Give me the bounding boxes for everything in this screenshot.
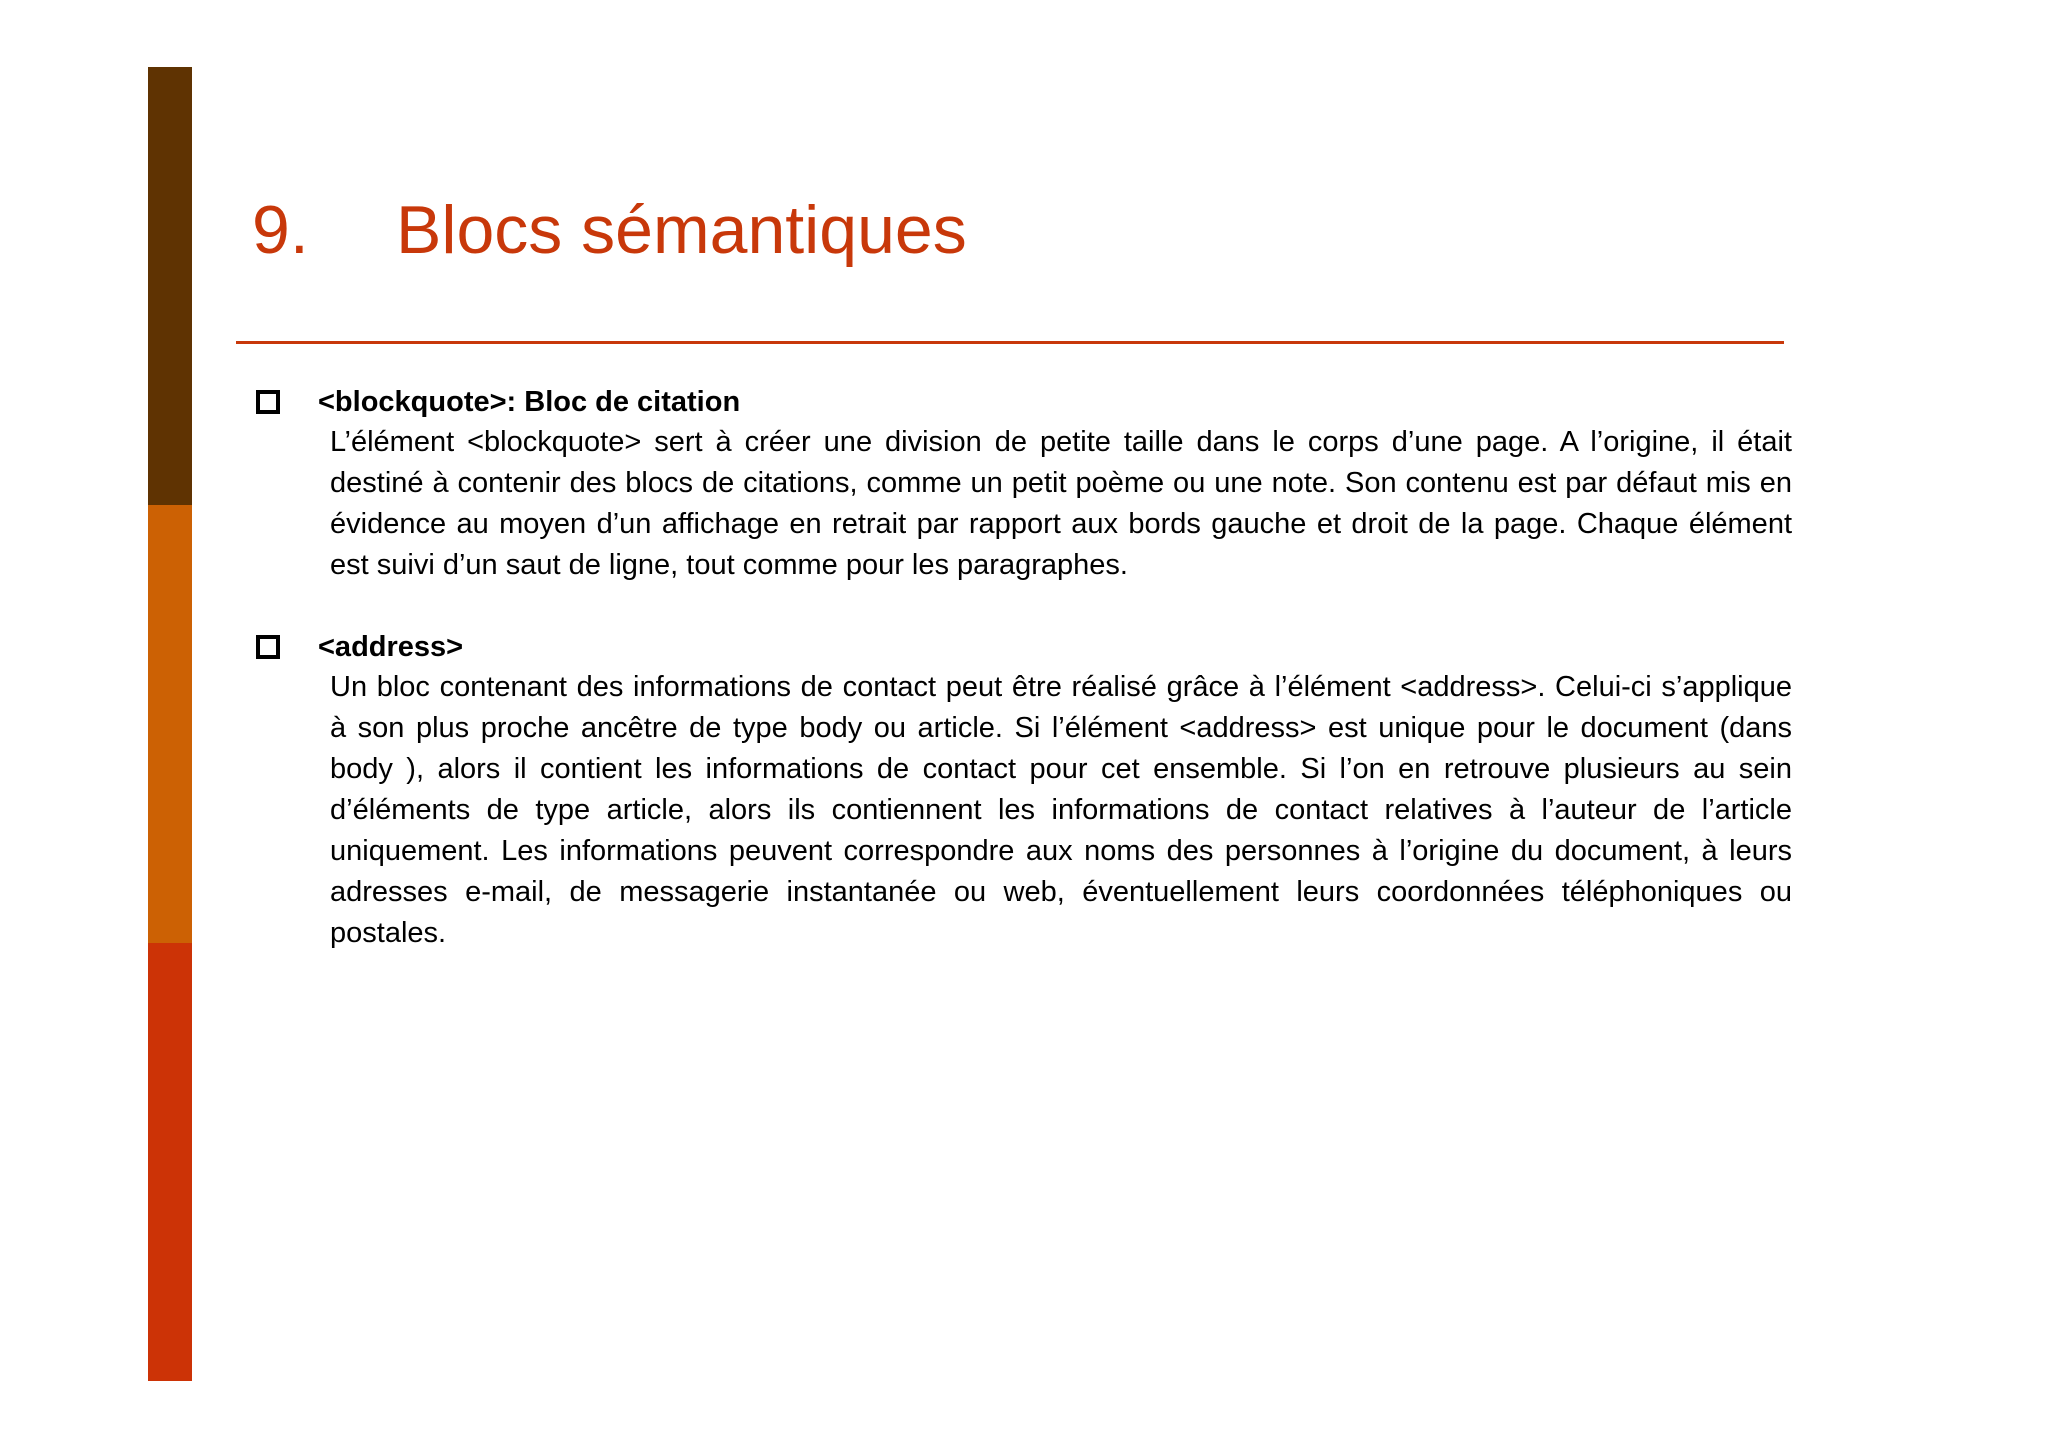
- item-body: L’élément <blockquote> sert à créer une division de petite taille dans le corps d’une page. A l’origine, il était destiné à contenir des blocs de citations, comme un petit poème ou une note. Son contenu est par défaut mis en évidence au moyen d’un affichage en retrait par rapport aux bords gauche et droit de la page. Chaque élément est suivi d’un saut de ligne, tout comme pour les paragraphes.: [330, 426, 1792, 581]
- item-body: Un bloc contenant des informations de contact peut être réalisé grâce à l’élément <address>. Celui-ci s’applique à son plus proche ancêtre de type body ou article. Si l’élément <address> est unique pour le document (dans body ), alors il contient les informations de contact pour cet ensemble. Si l’on en retrouve plusieurs au sein d’éléments de type article, alors ils contiennent les informations de contact relatives à l’auteur de l’article uniquement. Les informations peuvent correspondre aux noms des personnes à l’origine du document, à leurs adresses e-mail, de messagerie instantanée ou web, éventuellement leurs coordonnées téléphoniques ou postales.: [330, 671, 1792, 949]
- item-heading: <blockquote>: Bloc de citation: [318, 386, 741, 418]
- square-bullet-icon: [256, 635, 280, 659]
- decorative-stripe-brown: [148, 67, 192, 505]
- decorative-stripe-orange: [148, 505, 192, 943]
- item-heading: <address>: [318, 631, 464, 663]
- decorative-stripe-red: [148, 943, 192, 1381]
- slide-title-number: 9.: [252, 192, 309, 268]
- slide-title: [252, 188, 967, 272]
- square-bullet-icon: [256, 390, 280, 414]
- slide-title-text: Blocs sémantiques: [396, 192, 967, 268]
- title-divider: [236, 341, 1784, 344]
